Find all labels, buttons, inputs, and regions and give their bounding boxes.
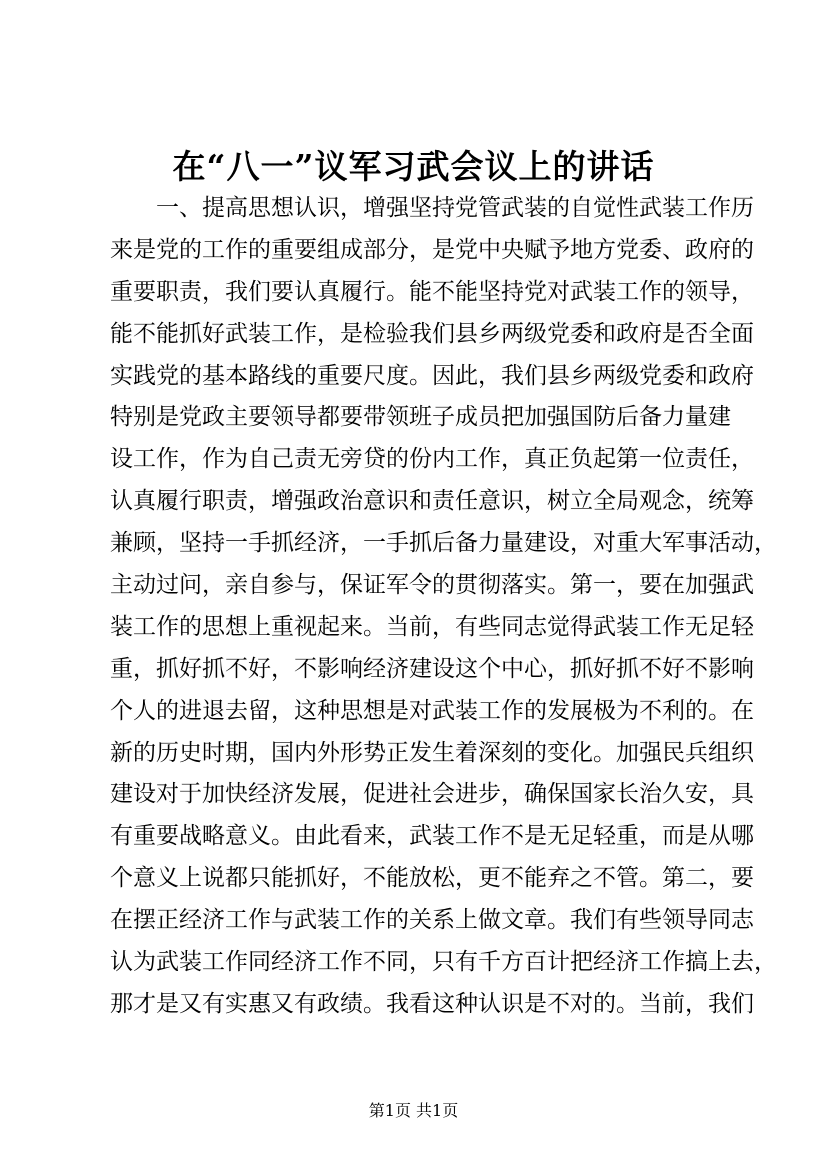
page-number-footer: 第1页 共1页 bbox=[368, 1101, 459, 1120]
paragraph-line: 个人的进退去留，这种思想是对武装工作的发展极为不利的。在 bbox=[110, 697, 754, 724]
paragraph-line: 重，抓好抓不好，不影响经济建设这个中心，抓好抓不好不影响 bbox=[110, 655, 754, 682]
paragraph-line: 那才是又有实惠又有政绩。我看这种认识是不对的。当前，我们 bbox=[110, 990, 754, 1017]
paragraph-line: 兼顾，坚持一手抓经济，一手抓后备力量建设，对重大军事活动， bbox=[110, 530, 777, 557]
paragraph-line: 实践党的基本路线的重要尺度。因此，我们县乡两级党委和政府 bbox=[110, 362, 754, 389]
paragraph-line: 认真履行职责，增强政治意识和责任意识，树立全局观念，统筹 bbox=[110, 488, 754, 515]
paragraph-line: 重要职责，我们要认真履行。能不能坚持党对武装工作的领导， bbox=[110, 278, 754, 305]
paragraph-line: 认为武装工作同经济工作不同，只有千方百计把经济工作搞上去， bbox=[110, 949, 777, 976]
paragraph-line: 能不能抓好武装工作，是检验我们县乡两级党委和政府是否全面 bbox=[110, 320, 754, 347]
paragraph-line: 新的历史时期，国内外形势正发生着深刻的变化。加强民兵组织 bbox=[110, 739, 754, 766]
paragraph-line: 建设对于加快经济发展，促进社会进步，确保国家长治久安，具 bbox=[110, 781, 754, 808]
document-body bbox=[110, 188, 777, 1026]
paragraph-line: 在摆正经济工作与武装工作的关系上做文章。我们有些领导同志 bbox=[110, 907, 754, 934]
paragraph-line: 个意义上说都只能抓好，不能放松，更不能弃之不管。第二，要 bbox=[110, 865, 754, 892]
paragraph-line: 一、提高思想认识，增强坚持党管武装的自觉性武装工作历 bbox=[156, 195, 754, 221]
document-title: 在“八一”议军习武会议上的讲话 bbox=[172, 147, 655, 186]
paragraph-line: 主动过问，亲自参与，保证军令的贯彻落实。第一，要在加强武 bbox=[110, 572, 754, 599]
paragraph-line: 特别是党政主要领导都要带领班子成员把加强国防后备力量建 bbox=[110, 404, 731, 431]
paragraph-line: 设工作，作为自己责无旁贷的份内工作，真正负起第一位责任， bbox=[110, 446, 754, 473]
paragraph-line: 装工作的思想上重视起来。当前，有些同志觉得武装工作无足轻 bbox=[110, 613, 754, 640]
paragraph-line: 有重要战略意义。由此看来，武装工作不是无足轻重，而是从哪 bbox=[110, 823, 754, 850]
paragraph-line: 来是党的工作的重要组成部分，是党中央赋予地方党委、政府的 bbox=[110, 236, 754, 263]
